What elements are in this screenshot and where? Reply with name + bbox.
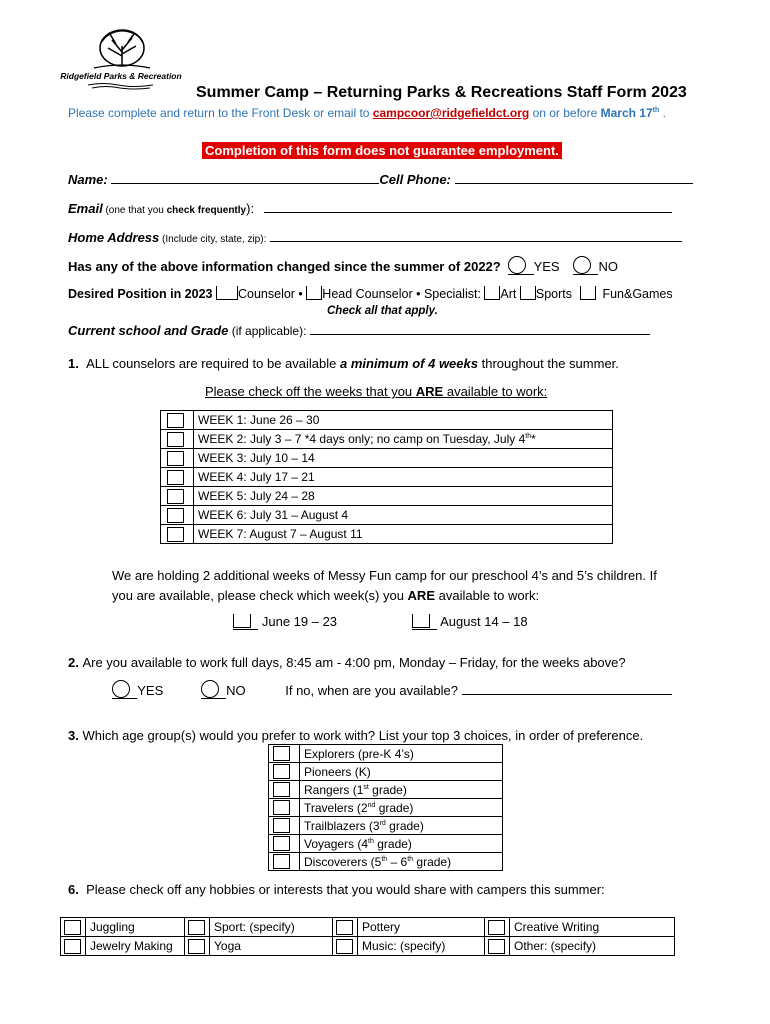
hobby-label: Juggling bbox=[86, 918, 185, 937]
week-4-label: WEEK 4: July 17 – 21 bbox=[194, 468, 613, 487]
age-group-label: Discoverers (5th – 6th grade) bbox=[300, 853, 503, 871]
school-label: Current school and Grade bbox=[68, 323, 229, 338]
jewelry-making-checkbox[interactable] bbox=[64, 939, 81, 954]
position-row bbox=[68, 286, 673, 301]
ridgefield-logo bbox=[58, 28, 184, 90]
counselor-checkbox[interactable] bbox=[216, 286, 238, 300]
question-6 bbox=[68, 882, 605, 897]
week-7-checkbox[interactable] bbox=[167, 527, 184, 542]
week-7-label: WEEK 7: August 7 – August 11 bbox=[194, 525, 613, 544]
table-row bbox=[161, 487, 613, 506]
q2-yes-label: YES bbox=[137, 683, 164, 698]
q1-number: 1. bbox=[68, 356, 79, 371]
messy-line-2: you are available, please check which week(s) you ARE available to work: bbox=[112, 588, 540, 603]
instructions-mid: on or before bbox=[529, 106, 601, 120]
q6-number: 6. bbox=[68, 882, 79, 897]
other-checkbox[interactable] bbox=[488, 939, 505, 954]
week-6-checkbox[interactable] bbox=[167, 508, 184, 523]
q6-text: Please check off any hobbies or interests that you would share with campers this summer: bbox=[86, 882, 605, 897]
hobby-label: Creative Writing bbox=[510, 918, 675, 937]
counselor-label: Counselor • bbox=[237, 287, 303, 301]
table-row bbox=[269, 745, 503, 763]
rangers-checkbox[interactable] bbox=[273, 782, 290, 797]
weeks-table bbox=[160, 410, 613, 544]
week-6-label: WEEK 6: July 31 – August 4 bbox=[194, 506, 613, 525]
question-2 bbox=[68, 655, 626, 670]
table-row bbox=[269, 835, 503, 853]
age-group-label: Pioneers (K) bbox=[300, 763, 503, 781]
desired-label: Desired Position in 2023 bbox=[68, 287, 213, 301]
table-row bbox=[269, 763, 503, 781]
hobby-label: Yoga bbox=[210, 937, 333, 956]
table-row bbox=[269, 799, 503, 817]
juggling-checkbox[interactable] bbox=[64, 920, 81, 935]
week-1-checkbox[interactable] bbox=[167, 413, 184, 428]
week-3-label: WEEK 3: July 10 – 14 bbox=[194, 449, 613, 468]
instructions-pre: Please complete and return to the Front Desk or email to bbox=[68, 106, 373, 120]
q2-yes-radio[interactable] bbox=[112, 680, 130, 698]
head-counselor-checkbox[interactable] bbox=[306, 286, 322, 300]
changed-yes-label: YES bbox=[533, 259, 560, 274]
voyagers-checkbox[interactable] bbox=[273, 836, 290, 851]
hobby-label: Other: (specify) bbox=[510, 937, 675, 956]
june-19-23-label: June 19 – 23 bbox=[261, 614, 338, 629]
instructions-post: . bbox=[659, 106, 666, 120]
age-group-label: Voyagers (4th grade) bbox=[300, 835, 503, 853]
table-row bbox=[161, 411, 613, 430]
q2-number: 2. bbox=[68, 655, 79, 670]
august-14-18-label: August 14 – 18 bbox=[440, 614, 528, 629]
q3-text: Which age group(s) would you prefer to work with? List your top 3 choices, in order of preference. bbox=[78, 728, 644, 743]
table-row bbox=[61, 918, 675, 937]
q2-no-label: NO bbox=[226, 683, 246, 698]
week-2-checkbox[interactable] bbox=[167, 432, 184, 447]
fun-games-label: Fun&Games bbox=[602, 287, 673, 301]
hobby-label: Pottery bbox=[358, 918, 485, 937]
school-field[interactable] bbox=[310, 334, 650, 335]
age-group-label: Rangers (1st grade) bbox=[300, 781, 503, 799]
cell-label: Cell Phone: bbox=[379, 172, 451, 187]
email-label: Email bbox=[68, 201, 103, 216]
table-row bbox=[161, 430, 613, 449]
table-row bbox=[61, 937, 675, 956]
email-row bbox=[68, 201, 672, 216]
email-link[interactable]: campcoor@ridgefieldct.org bbox=[372, 106, 530, 120]
week-1-label: WEEK 1: June 26 – 30 bbox=[194, 411, 613, 430]
tree-icon bbox=[58, 28, 184, 70]
address-field[interactable] bbox=[270, 241, 682, 242]
sports-label: Sports bbox=[535, 287, 573, 301]
head-counselor-label: Head Counselor • Specialist: bbox=[322, 287, 481, 301]
changed-row bbox=[68, 256, 618, 275]
q2-ifno-label: If no, when are you available? bbox=[285, 683, 458, 698]
age-groups-table bbox=[268, 744, 503, 871]
messy-option-2 bbox=[412, 614, 528, 630]
table-row bbox=[269, 853, 503, 871]
creative-writing-checkbox[interactable] bbox=[488, 920, 505, 935]
age-group-label: Travelers (2nd grade) bbox=[300, 799, 503, 817]
sports-checkbox[interactable] bbox=[520, 286, 536, 300]
august-14-18-checkbox[interactable] bbox=[412, 614, 430, 628]
email-note-a: (one that you bbox=[102, 205, 167, 216]
art-checkbox[interactable] bbox=[484, 286, 500, 300]
sport-checkbox[interactable] bbox=[188, 920, 205, 935]
pottery-checkbox[interactable] bbox=[336, 920, 353, 935]
q2-answers bbox=[112, 680, 672, 699]
email-note-c: ): bbox=[246, 201, 255, 216]
wave-icon bbox=[58, 82, 184, 90]
email-field[interactable] bbox=[264, 212, 672, 213]
table-row bbox=[161, 525, 613, 544]
address-note: (Include city, state, zip): bbox=[159, 234, 267, 245]
table-row bbox=[161, 449, 613, 468]
week-5-label: WEEK 5: July 24 – 28 bbox=[194, 487, 613, 506]
explorers-checkbox[interactable] bbox=[273, 746, 290, 761]
changed-no-radio[interactable] bbox=[573, 256, 591, 274]
question-1 bbox=[68, 356, 619, 371]
q1-emphasis: a minimum of 4 weeks bbox=[339, 356, 478, 371]
table-row bbox=[161, 506, 613, 525]
table-row bbox=[269, 781, 503, 799]
email-note-b: check frequently bbox=[166, 205, 247, 216]
q2-text: Are you available to work full days, 8:45 am - 4:00 pm, Monday – Friday, for the weeks above? bbox=[82, 655, 626, 670]
name-label: Name: bbox=[68, 172, 108, 187]
hobby-label: Sport: (specify) bbox=[210, 918, 333, 937]
deadline-date: March 17th bbox=[600, 106, 660, 120]
messy-option-1 bbox=[233, 614, 337, 630]
logo-text: Ridgefield Parks & Recreation bbox=[60, 71, 182, 81]
yoga-checkbox[interactable] bbox=[188, 939, 205, 954]
trailblazers-checkbox[interactable] bbox=[273, 818, 290, 833]
question-3 bbox=[68, 728, 643, 743]
page-title: Summer Camp – Returning Parks & Recreations Staff Form 2023 bbox=[196, 84, 687, 101]
hobbies-table bbox=[60, 917, 675, 956]
q2-no-radio[interactable] bbox=[201, 680, 219, 698]
fun-games-checkbox[interactable] bbox=[580, 286, 596, 300]
q2-ifno-field[interactable] bbox=[462, 694, 672, 695]
cell-phone-field[interactable] bbox=[455, 183, 693, 184]
name-row bbox=[68, 172, 693, 187]
disclaimer-banner: Completion of this form does not guarantee employment. bbox=[202, 142, 562, 159]
june-19-23-checkbox[interactable] bbox=[233, 614, 251, 628]
changed-no-label: NO bbox=[598, 259, 618, 274]
instructions bbox=[68, 106, 666, 120]
age-group-label: Trailblazers (3rd grade) bbox=[300, 817, 503, 835]
week-3-checkbox[interactable] bbox=[167, 451, 184, 466]
week-5-checkbox[interactable] bbox=[167, 489, 184, 504]
age-group-label: Explorers (pre-K 4’s) bbox=[300, 745, 503, 763]
school-row bbox=[68, 323, 650, 338]
pioneers-checkbox[interactable] bbox=[273, 764, 290, 779]
address-label: Home Address bbox=[68, 230, 160, 245]
q3-number: 3. bbox=[68, 728, 79, 743]
school-note: (if applicable): bbox=[228, 324, 307, 338]
hobby-label: Jewelry Making bbox=[86, 937, 185, 956]
hobby-label: Music: (specify) bbox=[358, 937, 485, 956]
art-label: Art bbox=[500, 287, 517, 301]
address-row bbox=[68, 230, 682, 245]
travelers-checkbox[interactable] bbox=[273, 800, 290, 815]
q1-post: throughout the summer. bbox=[477, 356, 619, 371]
discoverers-checkbox[interactable] bbox=[273, 854, 290, 869]
changed-yes-radio[interactable] bbox=[508, 256, 526, 274]
table-row bbox=[161, 468, 613, 487]
changed-question: Has any of the above information changed since the summer of 2022? bbox=[68, 259, 501, 274]
weeks-prompt: Please check off the weeks that you ARE available to work: bbox=[205, 384, 548, 399]
q1-pre: ALL counselors are required to be available bbox=[86, 356, 340, 371]
week-4-checkbox[interactable] bbox=[167, 470, 184, 485]
check-all-note: Check all that apply. bbox=[327, 305, 438, 317]
messy-line-1: We are holding 2 additional weeks of Messy Fun camp for our preschool 4’s and 5’s children. If bbox=[112, 568, 657, 583]
music-checkbox[interactable] bbox=[336, 939, 353, 954]
name-field[interactable] bbox=[111, 183, 379, 184]
table-row bbox=[269, 817, 503, 835]
week-2-label: WEEK 2: July 3 – 7 *4 days only; no camp on Tuesday, July 4th* bbox=[194, 430, 613, 449]
